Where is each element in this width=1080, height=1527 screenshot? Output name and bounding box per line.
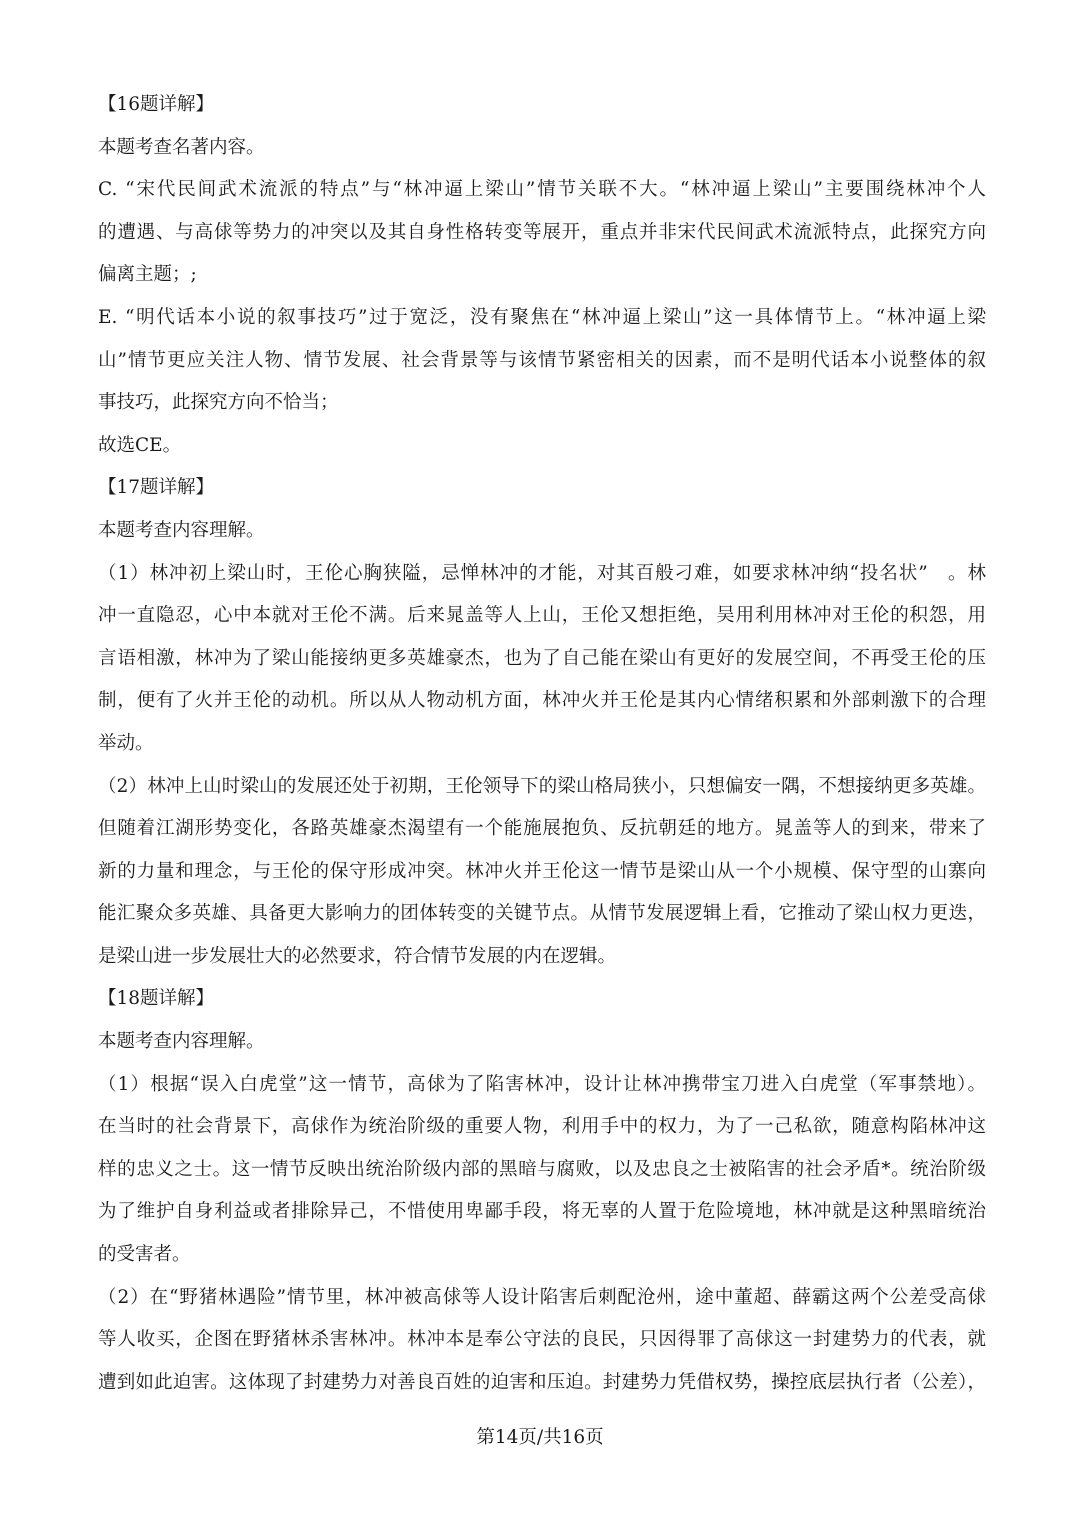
page-number-footer: 第14页/共16页 (476, 1427, 604, 1448)
section-18-point-2-line-1: （2）在“野猪林遇险”情节里，林冲被高俅等人设计陷害后刺配沧州，途中董超、薛霸这两个公差受高俅 (98, 1286, 986, 1308)
section-16-answer: 故选CE。 (98, 434, 182, 456)
section-17-point-1-line-5: 举动。 (98, 732, 154, 754)
section-16-intro: 本题考查名著内容。 (98, 136, 265, 158)
answer-explanation-page (98, 84, 986, 1404)
section-18-point-2-line-3: 遭到如此迫害。这体现了封建势力对善良百姓的迫害和压迫。封建势力凭借权势，操控底层执行者（公差）， (98, 1371, 986, 1393)
section-16-option-e-line-2: 山”情节更应关注人物、情节发展、社会背景等与该情节紧密相关的因素，而不是明代话本小说整体的叙 (98, 349, 986, 371)
section-16-option-e-line-3: 事技巧，此探究方向不恰当； (98, 392, 339, 414)
section-17-point-2-line-1: （2）林冲上山时梁山的发展还处于初期，王伦领导下的梁山格局狭小，只想偏安一隅，不想接纳更多英雄。 (98, 775, 986, 797)
section-17-point-2-line-5: 是梁山进一步发展壮大的必然要求，符合情节发展的内在逻辑。 (98, 945, 617, 967)
section-17-point-1-line-3: 言语相激，林冲为了梁山能接纳更多英雄豪杰，也为了自己能在梁山有更好的发展空间，不再受王伦的压 (98, 647, 986, 669)
section-17-intro: 本题考查内容理解。 (98, 519, 265, 541)
section-18-heading: 【18题详解】 (98, 988, 215, 1010)
section-17-point-2-line-4: 能汇聚众多英雄、具备更大影响力的团体转变的关键节点。从情节发展逻辑上看，它推动了梁山权力更迭， (98, 903, 986, 925)
section-18-intro: 本题考查内容理解。 (98, 1031, 265, 1053)
section-16-option-e-line-1: E. “明代话本小说的叙事技巧”过于宽泛，没有聚焦在“林冲逼上梁山”这一具体情节上。“林冲逼上梁 (98, 306, 986, 328)
section-18-point-1-line-3: 样的忠义之士。这一情节反映出统治阶级内部的黑暗与腐败，以及忠良之士被陷害的社会矛盾*。统治阶级 (98, 1158, 986, 1180)
section-18-point-2-line-2: 等人收买，企图在野猪林杀害林冲。林冲本是奉公守法的良民，只因得罪了高俅这一封建势力的代表，就 (98, 1329, 986, 1351)
section-17-point-1-line-2: 冲一直隐忍，心中本就对王伦不满。后来晁盖等人上山，王伦又想拒绝，吴用利用林冲对王伦的积怨，用 (98, 605, 986, 627)
section-17-point-2-line-3: 新的力量和理念，与王伦的保守形成冲突。林冲火并王伦这一情节是梁山从一个小规模、保守型的山寨向 (98, 860, 986, 882)
section-17-point-1-line-1: （1）林冲初上梁山时，王伦心胸狭隘，忌惮林冲的才能，对其百般刁难，如要求林冲纳“投名状” 。林 (98, 562, 986, 584)
section-17-point-2-line-2: 但随着江湖形势变化，各路英雄豪杰渴望有一个能施展抱负、反抗朝廷的地方。晁盖等人的到来，带来了 (98, 818, 986, 840)
section-18-point-1-line-1: （1）根据“误入白虎堂”这一情节，高俅为了陷害林冲，设计让林冲携带宝刀进入白虎堂（军事禁地）。 (98, 1073, 986, 1095)
section-16-option-c-line-1: C. “宋代民间武术流派的特点”与“林冲逼上梁山”情节关联不大。“林冲逼上梁山”主要围绕林冲个人 (98, 179, 986, 201)
section-16-heading: 【16题详解】 (98, 94, 215, 115)
section-16-option-c-line-3: 偏离主题；; (98, 264, 197, 286)
section-16-option-c-line-2: 的遭遇、与高俅等势力的冲突以及其自身性格转变等展开，重点并非宋代民间武术流派特点，此探究方向 (98, 221, 986, 243)
section-18-point-1-line-5: 的受害者。 (98, 1244, 191, 1266)
section-17-heading: 【17题详解】 (98, 477, 215, 499)
section-18-point-1-line-2: 在当时的社会背景下，高俅作为统治阶级的重要人物，利用手中的权力，为了一己私欲，随意构陷林冲这 (98, 1116, 986, 1138)
section-18-point-1-line-4: 为了维护自身利益或者排除异己，不惜使用卑鄙手段，将无辜的人置于危险境地，林冲就是这种黑暗统治 (98, 1201, 986, 1223)
section-17-point-1-line-4: 制，便有了火并王伦的动机。所以从人物动机方面，林冲火并王伦是其内心情绪积累和外部刺激下的合理 (98, 690, 986, 712)
